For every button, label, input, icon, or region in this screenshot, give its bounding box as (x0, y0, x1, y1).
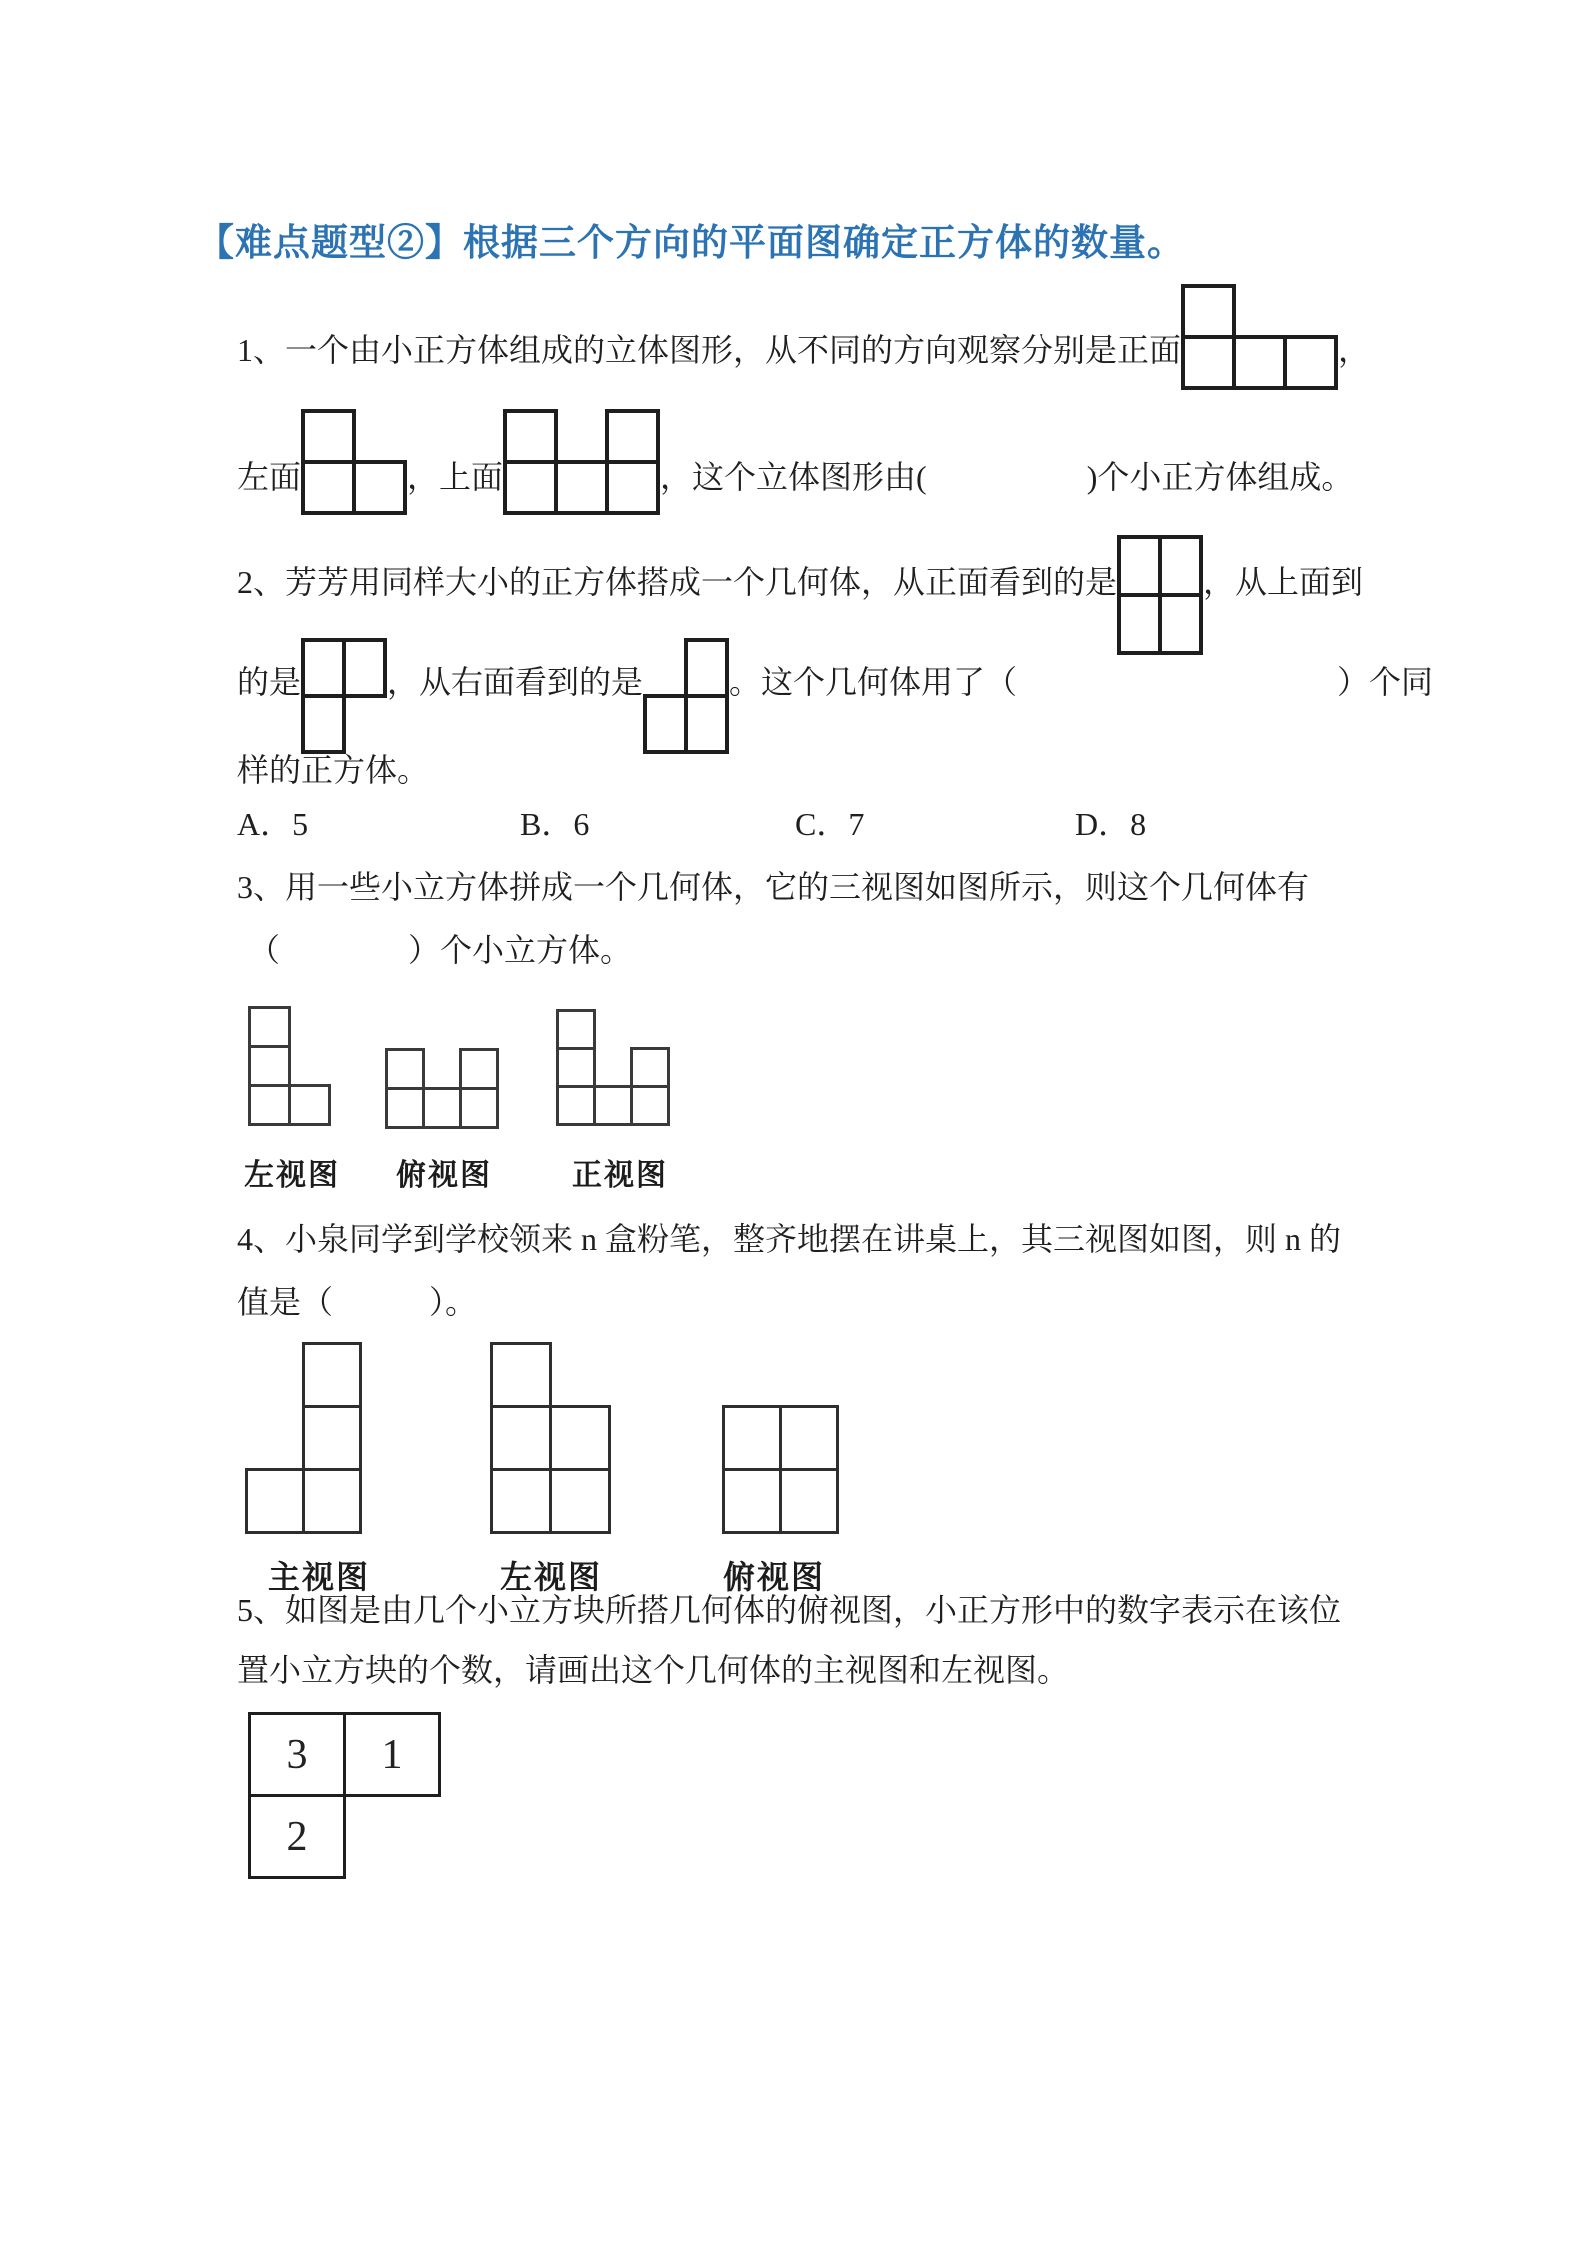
q4-main-view-diagram (245, 1342, 362, 1534)
q2-text-5: 样的正方体。 (237, 752, 430, 788)
q2-top-view-diagram (301, 638, 387, 754)
option-d: D．8 (1075, 806, 1147, 842)
q3-label-top-view: 俯视图 (396, 1159, 492, 1192)
q4-label-main-view: 主视图 (268, 1559, 371, 1595)
q1-comma: ， (1338, 332, 1371, 368)
grid-cell (490, 1342, 552, 1408)
grid-cell (630, 1085, 670, 1126)
grid-cell (385, 1048, 425, 1090)
grid-cell: 3 (248, 1712, 346, 1797)
grid-cell (684, 694, 729, 754)
grid-cell (503, 409, 558, 464)
q2-text-1: 2、芳芳用同样大小的正方体搭成一个几何体，从正面看到的是 (237, 564, 1118, 600)
grid-cell (643, 694, 688, 754)
grid-cell (722, 1468, 782, 1534)
worksheet-title: 【难点题型②】根据三个方向的平面图确定正方体的数量。 (197, 223, 1185, 264)
grid-cell (684, 638, 729, 698)
q1-line1 (237, 284, 1370, 412)
grid-cell (459, 1048, 499, 1090)
option-b: B．6 (520, 806, 590, 842)
q5-line2 (237, 1645, 1069, 1691)
grid-cell (556, 1085, 596, 1126)
q5-text-1: 5、如图是由几个小立方块所搭几何体的俯视图，小正方形中的数字表示在该位 (237, 1592, 1342, 1628)
q4-text-blank: 值是（ ）。 (237, 1284, 478, 1320)
grid-cell (1283, 335, 1338, 390)
q2-text-blank: 。这个几何体用了（ ）个同 (729, 664, 1434, 700)
grid-cell (1181, 284, 1236, 339)
grid-cell (248, 1006, 291, 1048)
q4-text-1: 4、小泉同学到学校领来 n 盒粉笔，整齐地摆在讲桌上，其三视图如图，则 n 的 (237, 1221, 1342, 1257)
q4-label-top-view: 俯视图 (723, 1559, 826, 1595)
q1-text-blank: ，这个立体图形由( )个小正方体组成。 (660, 459, 1354, 495)
q2-line2 (237, 606, 1433, 754)
grid-cell (605, 409, 660, 464)
grid-cell (245, 1468, 305, 1534)
grid-cell (1181, 335, 1236, 390)
q2-right-view-diagram (643, 638, 729, 754)
q1-text-left-label: 左面 (237, 459, 302, 495)
grid-cell (422, 1087, 462, 1129)
q1-text-1: 1、一个由小正方体组成的立体图形，从不同的方向观察分别是正面 (237, 332, 1182, 368)
grid-cell (630, 1047, 670, 1088)
grid-cell (342, 638, 387, 698)
q1-left-view-diagram (301, 409, 407, 515)
grid-cell (301, 409, 356, 464)
grid-cell (459, 1087, 499, 1129)
q3-line1 (237, 862, 1309, 908)
grid-cell (1117, 535, 1162, 597)
grid-cell (779, 1405, 839, 1471)
q4-left-view-diagram (490, 1342, 611, 1534)
q5-numbered-top-view-diagram (248, 1712, 441, 1879)
grid-cell (302, 1468, 362, 1534)
q4-top-view-diagram (722, 1405, 839, 1534)
q2-line3 (237, 745, 429, 791)
q3-text-1: 3、用一些小立方体拼成一个几何体，它的三视图如图所示，则这个几何体有 (237, 869, 1310, 905)
q1-text-top-label: ，上面 (407, 459, 504, 495)
grid-cell (1158, 535, 1203, 597)
q3-front-view-diagram (556, 1009, 670, 1126)
q3-left-view-diagram (248, 1006, 331, 1126)
option-a: A．5 (237, 806, 309, 842)
grid-cell (490, 1468, 552, 1534)
grid-cell (288, 1084, 331, 1126)
grid-cell (549, 1405, 611, 1471)
q1-front-view-diagram (1181, 284, 1338, 390)
grid-cell: 1 (343, 1712, 441, 1797)
q5-line1 (237, 1585, 1341, 1631)
q5-text-2: 置小立方块的个数，请画出这个几何体的主视图和左视图。 (237, 1652, 1070, 1688)
q2-text-2: ，从上面到 (1203, 564, 1364, 600)
grid-cell (301, 638, 346, 698)
grid-cell (385, 1087, 425, 1129)
q3-label-left-view: 左视图 (244, 1159, 340, 1192)
grid-cell (549, 1468, 611, 1534)
q4-line1 (237, 1214, 1341, 1260)
grid-cell (779, 1468, 839, 1534)
grid-cell: 2 (248, 1794, 346, 1879)
grid-cell (248, 1045, 291, 1087)
q2-text-4: ，从右面看到的是 (387, 664, 644, 700)
q4-label-left-view: 左视图 (500, 1559, 603, 1595)
grid-cell (556, 1009, 596, 1050)
q3-line2 (248, 925, 632, 971)
option-c: C．7 (795, 806, 865, 842)
grid-cell (302, 1405, 362, 1471)
grid-cell (593, 1085, 633, 1126)
grid-cell (248, 1084, 291, 1126)
q3-text-blank: （ ）个小立方体。 (248, 932, 633, 968)
q3-label-front-view: 正视图 (572, 1159, 668, 1192)
grid-cell (722, 1405, 782, 1471)
q3-top-view-diagram (385, 1048, 499, 1129)
grid-cell (556, 1047, 596, 1088)
grid-cell (302, 1342, 362, 1408)
q4-line2 (237, 1277, 477, 1323)
grid-cell (1232, 335, 1287, 390)
q1-top-view-diagram (503, 409, 660, 515)
grid-cell (490, 1405, 552, 1471)
q2-text-3: 的是 (237, 664, 302, 700)
